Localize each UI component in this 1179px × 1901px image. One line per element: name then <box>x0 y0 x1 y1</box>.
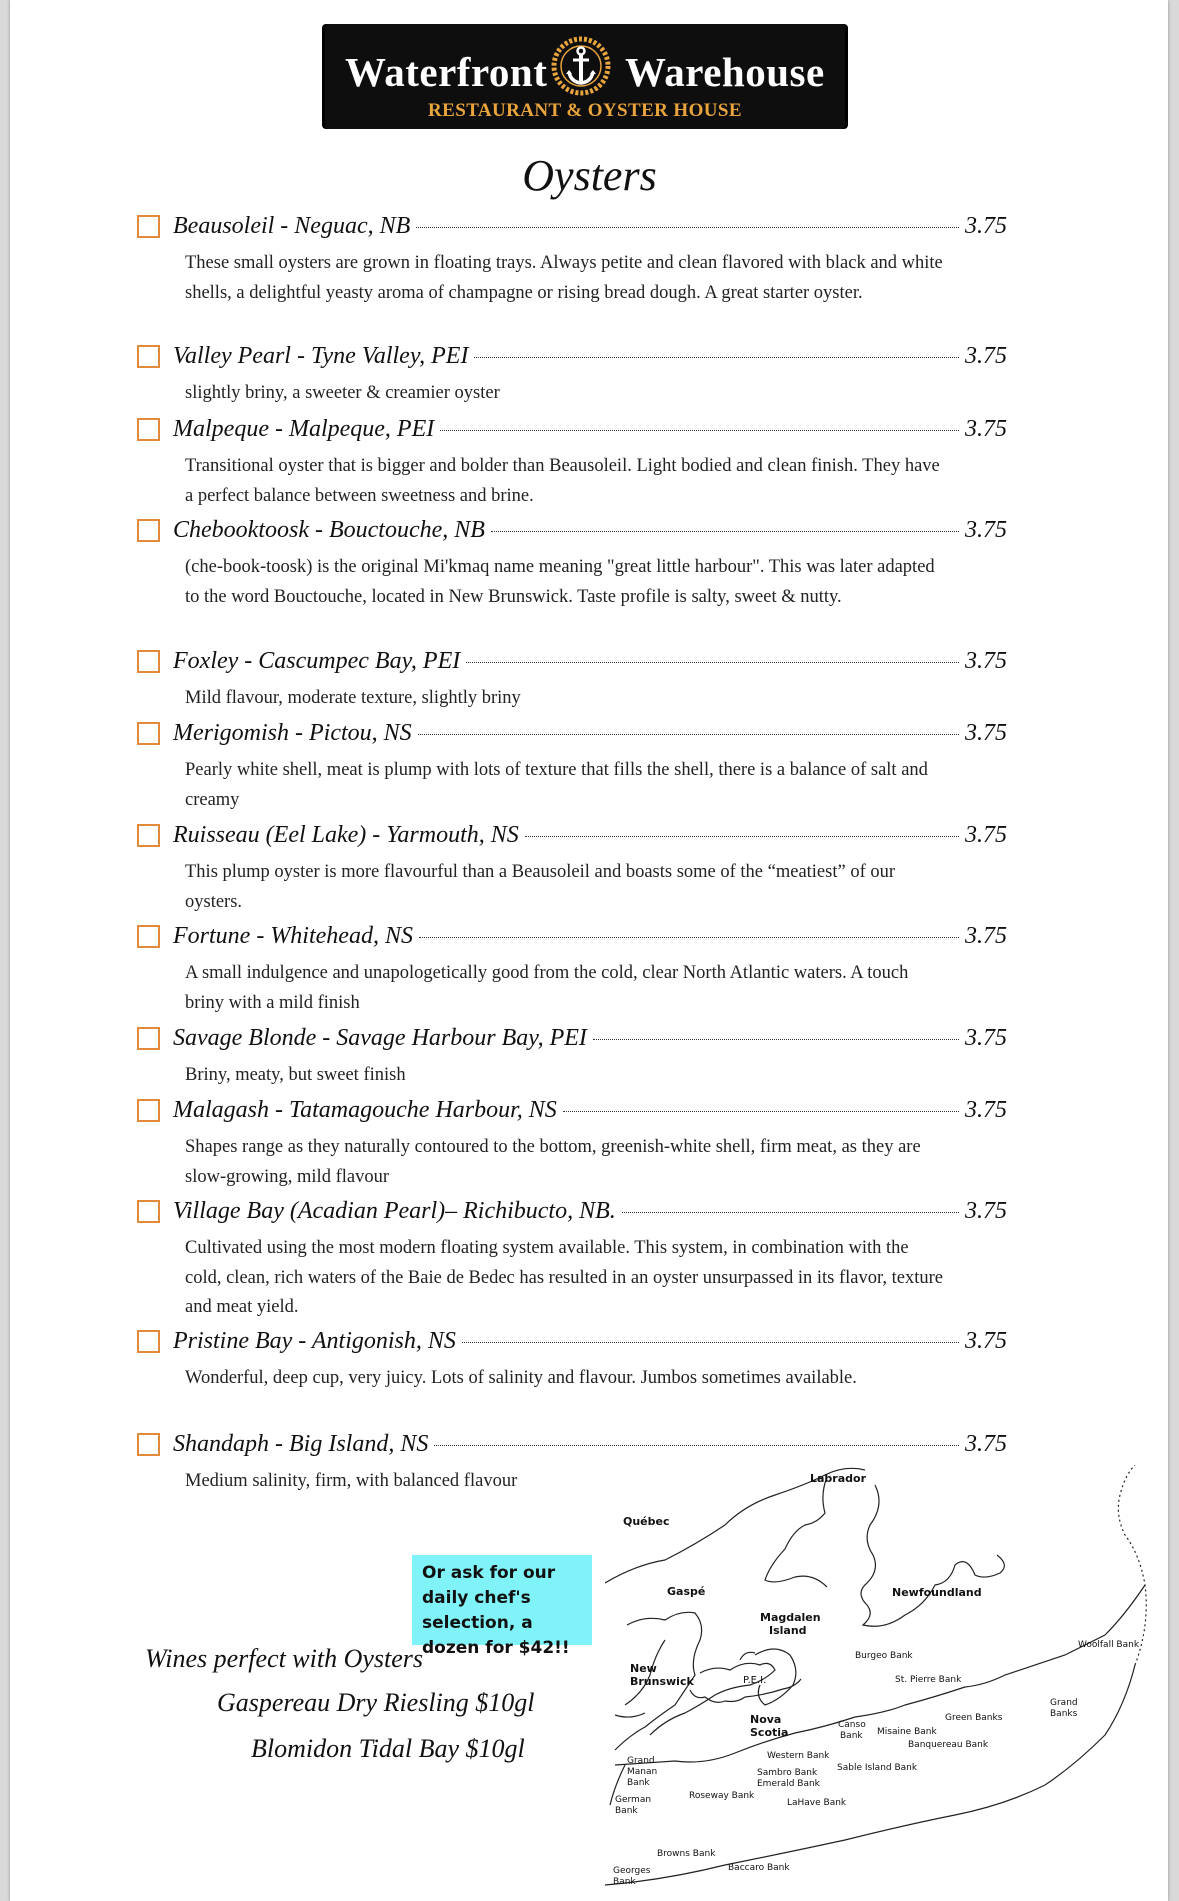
map-label-green: Green Banks <box>945 1713 1003 1723</box>
oyster-name: Malpeque - Malpeque, PEI <box>173 416 435 442</box>
chef-selection-callout: Or ask for our daily chef's selection, a dozen for $42!! <box>412 1555 592 1645</box>
oyster-description: Briny, meaty, but sweet finish <box>185 1065 406 1085</box>
map-label-german: German <box>615 1795 652 1805</box>
oyster-name: Savage Blonde - Savage Harbour Bay, PEI <box>173 1025 587 1051</box>
map-label-labrador: Labrador <box>810 1472 867 1485</box>
oyster-name: Malagash - Tatamagouche Harbour, NS <box>173 1097 557 1123</box>
oyster-heading <box>173 1097 1007 1127</box>
oyster-name: Merigomish - Pictou, NS <box>173 720 412 746</box>
oyster-description: This plump oyster is more flavourful than a Beausoleil and boasts some of the “meatiest” of our oysters. <box>185 862 896 912</box>
dot-leader <box>462 1342 959 1343</box>
oyster-price: 3.75 <box>965 213 1007 239</box>
oyster-heading <box>173 822 1007 852</box>
oyster-name: Ruisseau (Eel Lake) - Yarmouth, NS <box>173 822 519 848</box>
map-label-grand-manan: Grand <box>627 1756 655 1766</box>
dot-leader <box>525 836 959 837</box>
oyster-description: Cultivated using the most modern floating system available. This system, in combination with the cold, clean, rich waters of the Baie de Bedec has resulted in an oyster unsurpassed in its flavor, texture and meat yield. <box>185 1238 944 1317</box>
map-label-manan-bank: Bank <box>627 1778 650 1788</box>
oyster-checkbox[interactable] <box>137 824 160 847</box>
map-label-burgeo: Burgeo Bank <box>855 1651 913 1661</box>
oyster-name: Foxley - Cascumpec Bay, PEI <box>173 648 461 674</box>
map-label-magdalen: Magdalen <box>760 1611 821 1624</box>
oyster-checkbox[interactable] <box>137 345 160 368</box>
oyster-heading <box>173 648 1007 678</box>
map-label-banquereau: Banquereau Bank <box>908 1740 989 1750</box>
oyster-checkbox[interactable] <box>137 1433 160 1456</box>
restaurant-logo <box>325 24 845 129</box>
oyster-heading <box>173 1328 1007 1358</box>
oyster-checkbox[interactable] <box>137 650 160 673</box>
oyster-name: Pristine Bay - Antigonish, NS <box>173 1328 456 1354</box>
anchor-icon <box>549 34 613 98</box>
oyster-description: Wonderful, deep cup, very juicy. Lots of salinity and flavour. Jumbos sometimes available. <box>185 1368 857 1388</box>
oyster-heading <box>173 720 1007 750</box>
map-label-banks: Banks <box>1050 1709 1078 1719</box>
map-label-browns: Browns Bank <box>657 1849 716 1859</box>
oyster-description: Transitional oyster that is bigger and bolder than Beausoleil. Light bodied and clean finish. They have a perfect balance between sweetness and brine. <box>185 456 940 506</box>
oyster-name: Beausoleil - Neguac, NB <box>173 213 411 239</box>
page-title: Oysters <box>522 151 657 200</box>
oyster-name: Valley Pearl - Tyne Valley, PEI <box>173 343 469 369</box>
oyster-checkbox[interactable] <box>137 1330 160 1353</box>
oyster-heading <box>173 1198 1007 1228</box>
map-label-pei: P.E.I. <box>743 1675 767 1686</box>
oyster-name: Shandaph - Big Island, NS <box>173 1431 429 1457</box>
oyster-price: 3.75 <box>965 1198 1007 1224</box>
oyster-price: 3.75 <box>965 343 1007 369</box>
map-label-nova: Nova <box>750 1713 782 1726</box>
map-label-emerald: Emerald Bank <box>757 1779 820 1789</box>
oyster-checkbox[interactable] <box>137 418 160 441</box>
map-label-lahave: LaHave Bank <box>787 1798 847 1808</box>
oyster-checkbox[interactable] <box>137 1027 160 1050</box>
oyster-heading <box>173 923 1007 953</box>
map-label-sable: Sable Island Bank <box>837 1763 918 1773</box>
dot-leader <box>474 357 959 358</box>
dot-leader <box>416 227 959 228</box>
map-label-canso: Canso <box>838 1720 866 1730</box>
map-label-scotia: Scotia <box>750 1726 789 1739</box>
map-label-sambro: Sambro Bank <box>757 1768 818 1778</box>
oyster-checkbox[interactable] <box>137 215 160 238</box>
map-label-german-bank: Bank <box>615 1806 638 1816</box>
logo-subtitle: RESTAURANT & OYSTER HOUSE <box>428 100 742 121</box>
map-label-woolfall: Woolfall Bank <box>1078 1640 1140 1650</box>
map-label-baccaro: Baccaro Bank <box>728 1863 790 1873</box>
map-label-quebec: Québec <box>623 1515 670 1528</box>
wines-heading: Wines perfect with Oysters <box>145 1644 424 1673</box>
oyster-price: 3.75 <box>965 822 1007 848</box>
wine-item: Blomidon Tidal Bay $10gl <box>251 1734 525 1763</box>
oyster-price: 3.75 <box>965 517 1007 543</box>
oyster-description: A small indulgence and unapologetically good from the cold, clear North Atlantic waters. A touch briny with a mild finish <box>185 963 909 1013</box>
oyster-name: Fortune - Whitehead, NS <box>173 923 413 949</box>
oyster-price: 3.75 <box>965 648 1007 674</box>
oyster-price: 3.75 <box>965 1328 1007 1354</box>
map-label-manan: Manan <box>627 1767 658 1777</box>
dot-leader <box>434 1445 959 1446</box>
map-label-stpierre: St. Pierre Bank <box>895 1675 962 1685</box>
oyster-price: 3.75 <box>965 416 1007 442</box>
oyster-checkbox[interactable] <box>137 722 160 745</box>
map-label-roseway: Roseway Bank <box>689 1791 755 1801</box>
map-label-misaine: Misaine Bank <box>877 1727 937 1737</box>
oyster-price: 3.75 <box>965 1431 1007 1457</box>
dot-leader <box>466 662 959 663</box>
map-label-magdalen-island: Island <box>769 1624 807 1637</box>
oyster-checkbox[interactable] <box>137 1099 160 1122</box>
dot-leader <box>419 937 959 938</box>
oyster-name: Village Bay (Acadian Pearl)– Richibucto, NB. <box>173 1198 616 1224</box>
map-label-canso-bank: Bank <box>840 1731 863 1741</box>
oyster-description: slightly briny, a sweeter & creamier oyster <box>185 383 500 403</box>
oyster-heading <box>173 1431 1007 1461</box>
map-label-brunswick: Brunswick <box>630 1675 694 1688</box>
oyster-description: Pearly white shell, meat is plump with lots of texture that fills the shell, there is a balance of salt and creamy <box>185 760 928 810</box>
oyster-name: Chebooktoosk - Bouctouche, NB <box>173 517 485 543</box>
dot-leader <box>491 531 959 532</box>
logo-word-waterfront: Waterfront <box>345 49 548 95</box>
maritimes-map <box>605 1465 1150 1895</box>
map-label-western: Western Bank <box>767 1751 830 1761</box>
dot-leader <box>418 734 959 735</box>
oyster-price: 3.75 <box>965 720 1007 746</box>
oyster-checkbox[interactable] <box>137 519 160 542</box>
oyster-description: Shapes range as they naturally contoured to the bottom, greenish-white shell, firm meat, as they are slow-growing, mild flavour <box>185 1137 921 1187</box>
map-label-new: New <box>630 1662 657 1675</box>
oyster-description: Mild flavour, moderate texture, slightly briny <box>185 688 521 708</box>
map-label-georges-bank: Bank <box>613 1877 636 1887</box>
oyster-heading <box>173 213 1007 243</box>
oyster-description: Medium salinity, firm, with balanced flavour <box>185 1471 518 1491</box>
oyster-checkbox[interactable] <box>137 1200 160 1223</box>
oyster-heading <box>173 517 1007 547</box>
oyster-description: These small oysters are grown in floating trays. Always petite and clean flavored with black and white shells, a delightful yeasty aroma of champagne or rising bread dough. A great starter oyster. <box>185 253 943 303</box>
dot-leader <box>622 1212 959 1213</box>
dot-leader <box>440 430 959 431</box>
oyster-price: 3.75 <box>965 1097 1007 1123</box>
oyster-heading <box>173 416 1007 446</box>
oyster-price: 3.75 <box>965 1025 1007 1051</box>
oyster-price: 3.75 <box>965 923 1007 949</box>
oyster-heading <box>173 1025 1007 1055</box>
logo-word-warehouse: Warehouse <box>625 49 825 95</box>
map-label-newfoundland: Newfoundland <box>892 1586 982 1599</box>
oyster-description: (che-book-toosk) is the original Mi'kmaq name meaning "great little harbour". This was later adapted to the word Bouctouche, located in New Brunswick. Taste profile is salty, sweet & nutty. <box>185 557 935 607</box>
oyster-heading <box>173 343 1007 373</box>
oyster-checkbox[interactable] <box>137 925 160 948</box>
map-label-gaspe: Gaspé <box>667 1585 706 1598</box>
map-label-georges: Georges <box>613 1866 651 1876</box>
wine-item: Gaspereau Dry Riesling $10gl <box>217 1688 535 1717</box>
dot-leader <box>593 1039 959 1040</box>
map-label-grand: Grand <box>1050 1698 1078 1708</box>
dot-leader <box>563 1111 959 1112</box>
